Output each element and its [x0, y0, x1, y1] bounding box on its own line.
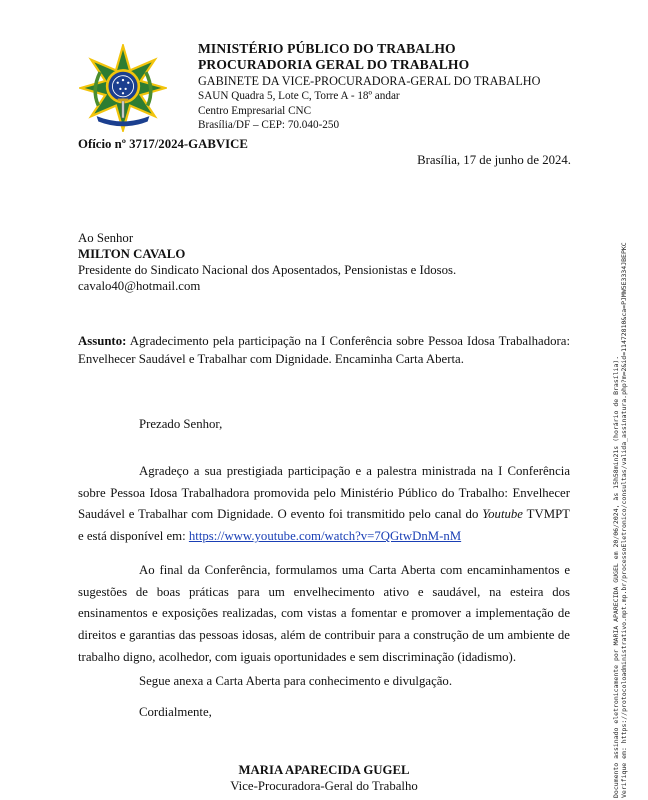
brazil-coat-of-arms-icon — [79, 44, 167, 132]
recipient-salutation: Ao Senhor — [78, 231, 134, 245]
letterhead — [198, 41, 540, 133]
greeting: Prezado Senhor, — [139, 417, 223, 431]
youtube-link[interactable]: https://www.youtube.com/watch?v=7QGtwDnM-nM — [188, 529, 462, 544]
recipient-block — [78, 230, 456, 294]
signature-note-line1: Documento assinado eletronicamente por MARIA APARECIDA GUGEL em 20/06/2024, às 15h58min21s (horário de Brasília). — [612, 355, 620, 798]
document-date: Brasília, 17 de junho de 2024. — [417, 153, 571, 167]
closing: Cordialmente, — [139, 705, 212, 719]
electronic-signature-note — [612, 242, 628, 798]
recipient-name: MILTON CAVALO — [78, 247, 186, 261]
document-number: Ofício nº 3717/2024-GABVICE — [78, 137, 248, 151]
address-line1: SAUN Quadra 5, Lote C, Torre A - 18º andar — [198, 90, 400, 102]
paragraph-1-text: Agradeço a sua prestigiada participação e a palestra ministrada na I Conferência sobre Pessoa Idosa Trabalhadora promovida pelo Ministério Público do Trabalho: Envelhecer Saudável e Trabalhar com Dignidade. O evento foi transmitido pelo canal do — [78, 464, 570, 522]
youtube-word: Youtube — [482, 507, 523, 522]
subject-block — [78, 333, 570, 368]
attachment-note: Segue anexa a Carta Aberta para conhecimento e divulgação. — [139, 674, 453, 688]
paragraph-1 — [78, 461, 570, 548]
signer-name: MARIA APARECIDA GUGEL — [238, 763, 410, 777]
address-line2: Centro Empresarial CNC — [198, 104, 312, 117]
paragraph-2-text: Ao final da Conferência, formulamos uma Carta Aberta com encaminhamentos e sugestões de boas práticas para um envelhecimento ativo e saudável, na esteira dos ensinamentos e exposições realizadas, com vistas a fomentar e promover a implementação de direitos e garantias das pessoas idosas, além de contribuir para a construção de um ambiente de trabalho digno, acolhedor, com iguais oportunidades e sem discriminação (idadismo). — [78, 563, 570, 664]
org-name-line1: MINISTÉRIO PÚBLICO DO TRABALHO — [198, 41, 456, 56]
paragraph-2 — [78, 560, 570, 669]
subject-text: Agradecimento pela participação na I Conferência sobre Pessoa Idosa Trabalhadora: Envelhecer Saudável e Trabalhar com Dignidade. Encaminha Carta Aberta. — [78, 334, 570, 366]
signature-block — [0, 762, 648, 794]
signature-note-line2: Verifique em: https://protocoloadministrativo.mpt.mp.br/processoEletronico/consultas/valida_assinatura.php?m=2&id=11472810&ca=PJMW5E3334JBEPKC — [620, 242, 628, 798]
recipient-email: cavalo40@hotmail.com — [78, 279, 201, 293]
signer-title: Vice-Procuradora-Geral do Trabalho — [230, 779, 418, 793]
address-line3: Brasília/DF – CEP: 70.040-250 — [198, 119, 340, 131]
recipient-role: Presidente do Sindicato Nacional dos Aposentados, Pensionistas e Idosos. — [78, 263, 457, 277]
paragraph-1-text-2: TVMPT e está disponível em: — [78, 507, 571, 544]
office-name: GABINETE DA VICE-PROCURADORA-GERAL DO TRABALHO — [198, 74, 541, 88]
subject-label: Assunto: — [78, 334, 127, 348]
org-name-line2: PROCURADORIA GERAL DO TRABALHO — [198, 57, 470, 72]
